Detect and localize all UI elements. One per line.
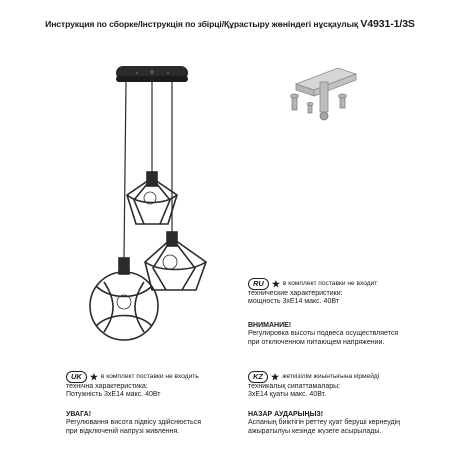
uk-note: в комплект поставки не входить bbox=[100, 372, 199, 380]
star-icon: ★ bbox=[271, 278, 280, 289]
ru-warning-line2: при отключенном питающем напряжении. bbox=[248, 338, 385, 346]
star-icon: ★ bbox=[271, 371, 280, 382]
mounting-bracket bbox=[296, 68, 356, 120]
model-number: V4931-1/3S bbox=[360, 18, 415, 30]
ru-section bbox=[248, 278, 377, 307]
kz-note: жеткізілім жиынтығына кірмейді bbox=[282, 372, 380, 380]
pendant-middle bbox=[145, 232, 206, 290]
uk-warning bbox=[66, 411, 201, 436]
uk-section bbox=[66, 371, 199, 400]
ru-badge: RU bbox=[248, 278, 269, 290]
uk-warning-line1: Регулювання висота підвісу здійснюється bbox=[66, 419, 201, 427]
kz-warning-line1: Аспаның биіктігін реттеу қуат беруші кернеудің bbox=[248, 419, 401, 427]
uk-badge: UK bbox=[66, 371, 87, 383]
pendant-top bbox=[127, 172, 177, 224]
star-icon: ★ bbox=[89, 371, 98, 382]
ru-spec-value: мощность 3хE14 макс. 40Вт bbox=[248, 298, 339, 306]
kz-warning-title: НАЗАР АУДАРЫҢЫЗ! bbox=[248, 411, 324, 418]
kz-warning bbox=[248, 411, 400, 436]
uk-spec-value: Потужність 3хE14 макс. 40Вт bbox=[66, 391, 161, 399]
pendant-cords bbox=[124, 82, 172, 258]
ru-warning-line1: Регулировка высоты подвеса осуществляется bbox=[248, 330, 399, 338]
ceiling-canopy bbox=[116, 66, 188, 82]
kz-spec-title: техникалық сипаттамалары: bbox=[248, 383, 341, 390]
ru-warning bbox=[248, 322, 398, 347]
title-text: Инструкция по сборке/Інструкція по збірці/Құрастыру жөніндегі нұсқаулық bbox=[45, 19, 359, 29]
kz-warning-line2: ажыратылуы кезінде жүзеге асырылады. bbox=[248, 427, 382, 435]
ru-note: в комплект поставки не входит bbox=[282, 279, 378, 287]
kz-spec-value: 3хE14 қуаты макс. 40Вт. bbox=[248, 391, 327, 399]
uk-spec-title: технічна характеристика: bbox=[66, 383, 148, 390]
uk-warning-title: УВАГА! bbox=[66, 411, 92, 418]
kz-badge: KZ bbox=[248, 371, 268, 383]
ru-warning-title: ВНИМАНИЕ! bbox=[248, 322, 292, 329]
uk-warning-line2: при відключеній напрузі живлення. bbox=[66, 427, 180, 435]
mounting-screws bbox=[291, 94, 347, 113]
ru-spec-title: технические характеристики: bbox=[248, 290, 343, 297]
kz-section bbox=[248, 371, 379, 400]
